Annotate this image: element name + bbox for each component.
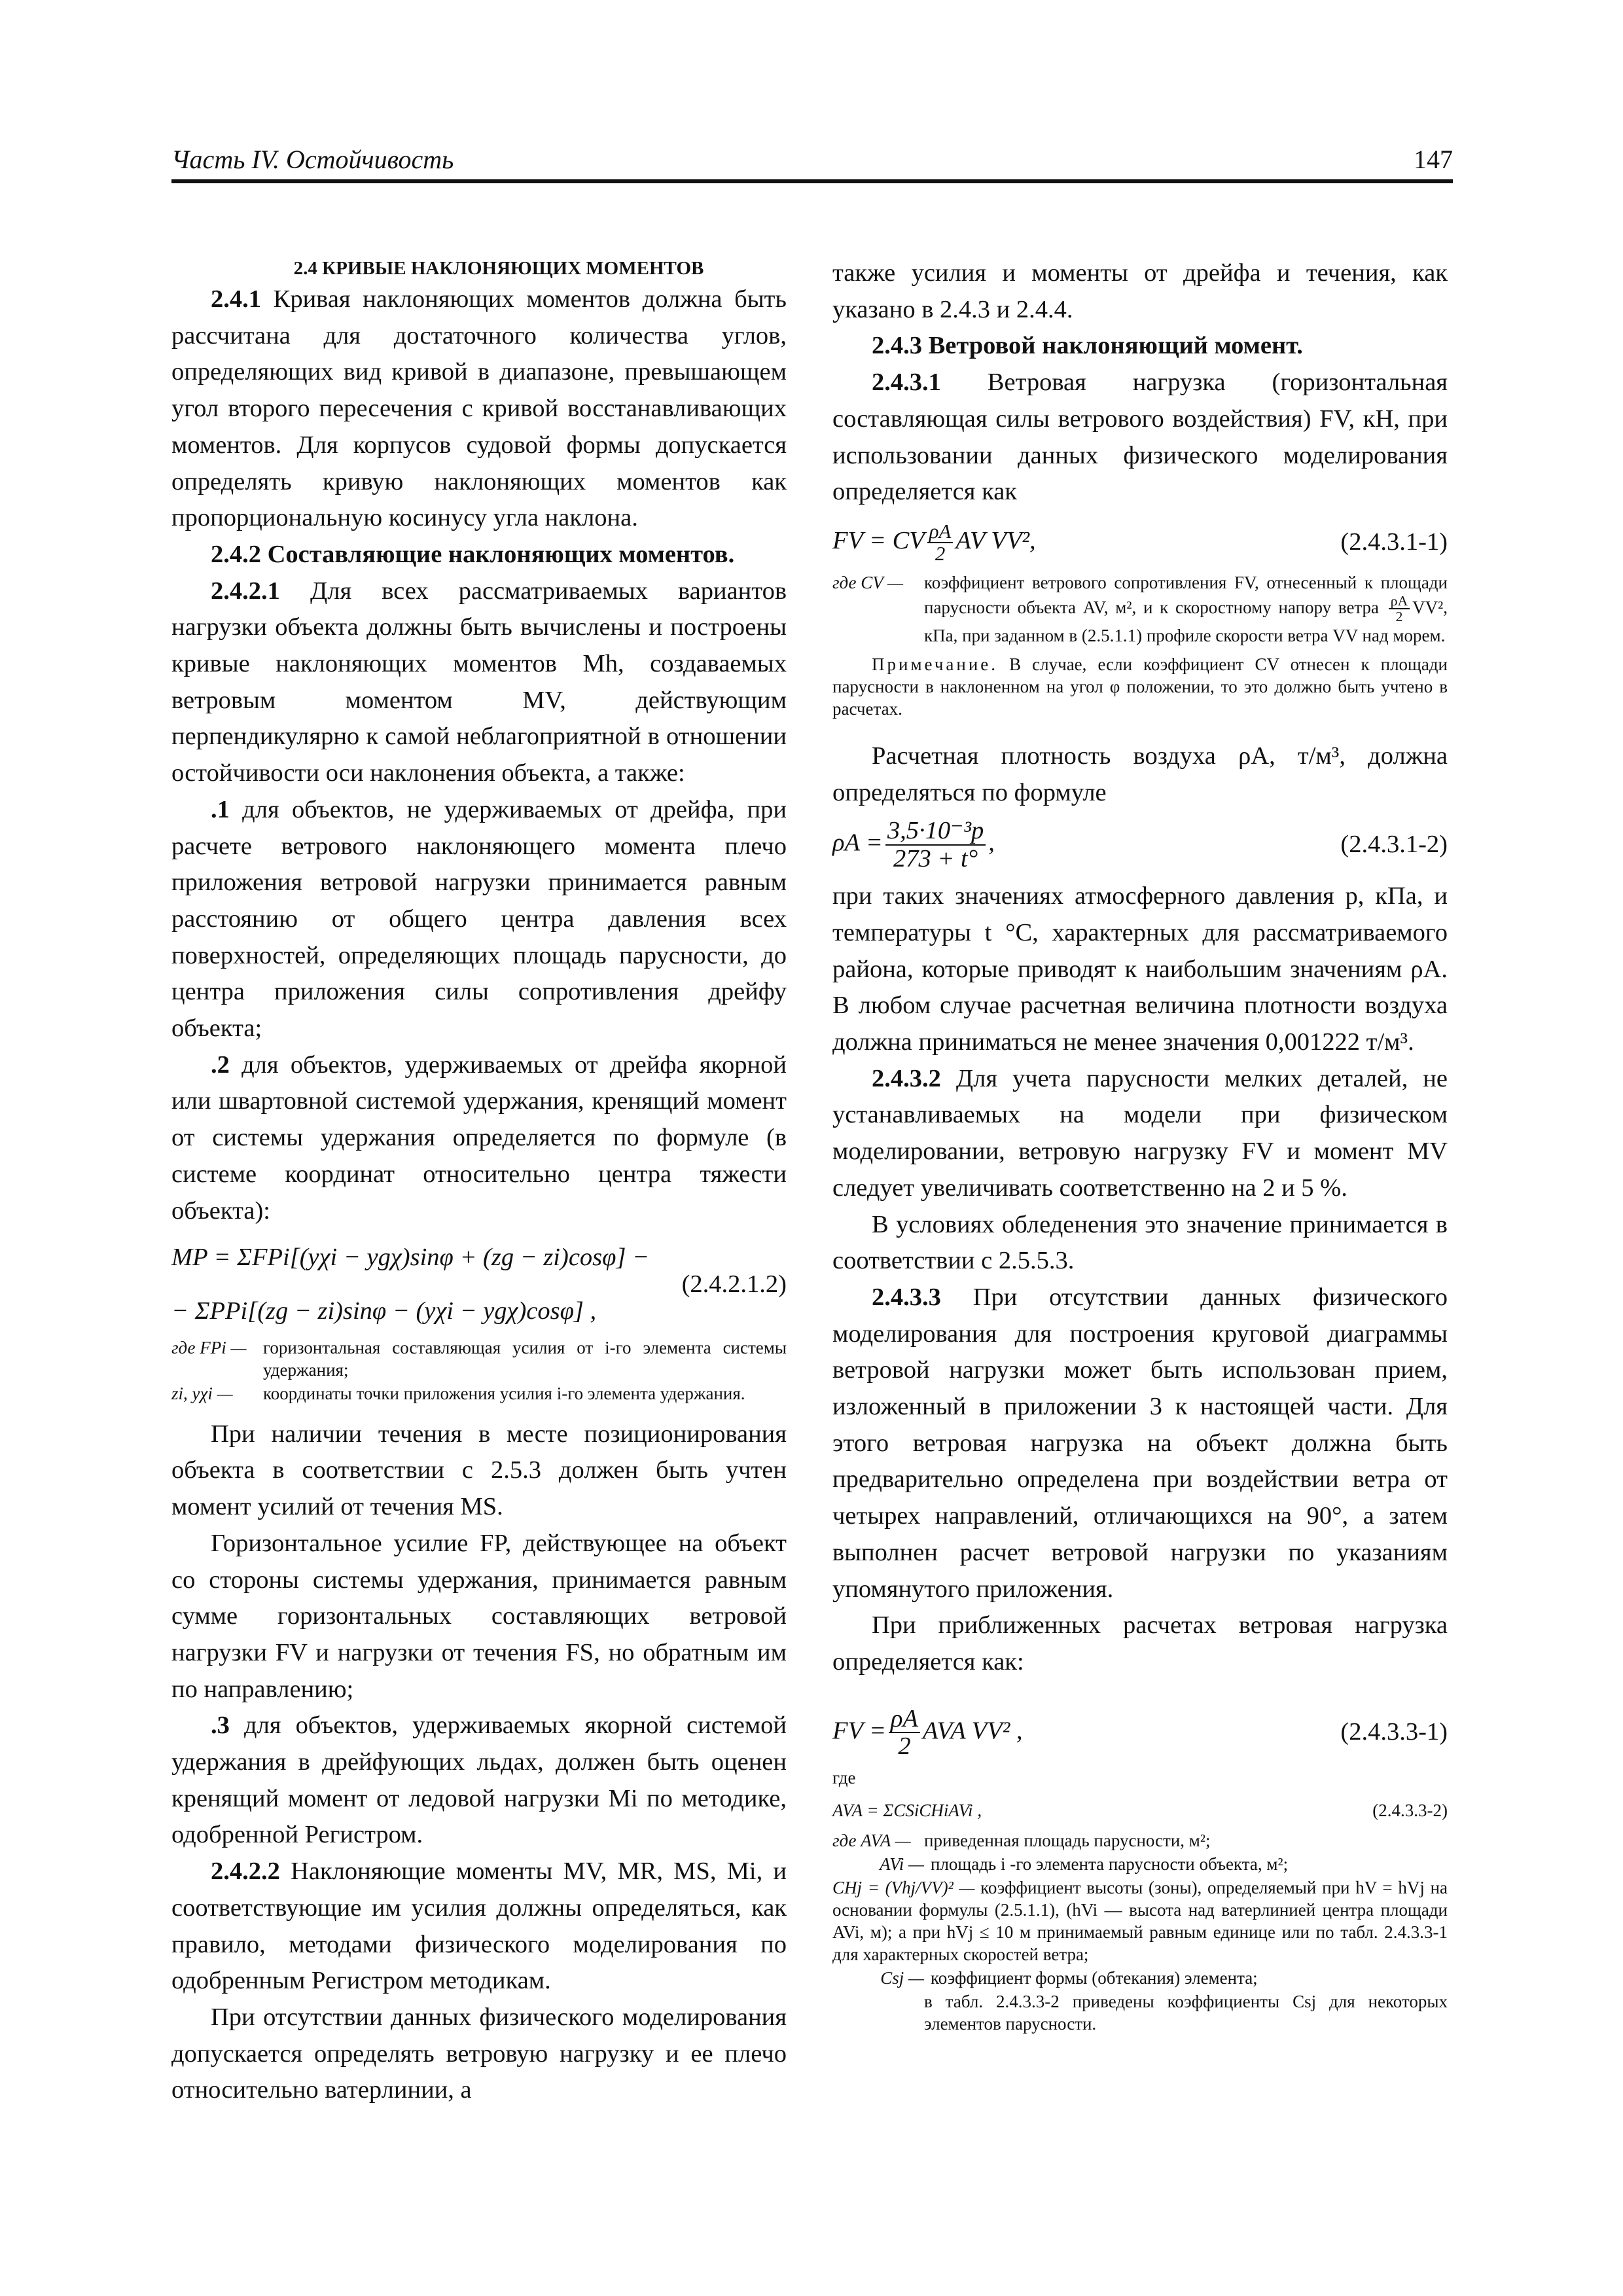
page-header [171, 141, 1453, 183]
formula-2-4-3-3-1 [832, 1706, 1448, 1760]
clause-number: 2.4.2.1 [211, 577, 280, 605]
paragraph-2-4-1 [171, 281, 787, 537]
where-term: CHj = (Vhj/VV)² — [832, 1877, 975, 1897]
where-definition: площадь i -го элемента парусности объекта, м²; [931, 1854, 1289, 1874]
where-term-blank [832, 1990, 924, 2035]
subsection-heading-2-4-2: 2.4.2 Составляющие наклоняющих моментов. [211, 540, 735, 568]
where-term: где FPi — [171, 1337, 247, 1357]
formula-2-4-3-3-2 [832, 1799, 1448, 1821]
running-title: Часть IV. Остойчивость [171, 145, 454, 174]
clause-text: Кривая наклоняющих моментов должна быть рассчитана для достаточного количества углов, определяющих вид кривой в диапазоне, превышающем угол второго пересечения с кривой восстанавливающих моментов. Для корпусов судовой формы допускается определять кривую наклоняющих моментов как пропорциональную косинусу угла наклона. [171, 285, 787, 532]
where-term: zi, yχi — [171, 1383, 233, 1403]
formula-line-1: MP = ΣFPi[(yχi − ygχ)sinφ + (zg − zi)cosφ] − [171, 1244, 650, 1272]
formula-fraction [889, 1706, 920, 1760]
item-number: .2 [211, 1050, 230, 1079]
where-avi [832, 1853, 1448, 1875]
paragraph-values: при таких значениях атмосферного давления p, кПа, и температуры t °C, характерных для рассматриваемого района, которые приводят к наибольшим значениям ρA. В любом случае расчетная величина плотности воздуха должна приниматься не менее значения 0,001222 т/м³. [832, 882, 1448, 1056]
item-text: для объектов, удерживаемых от дрейфа якорной или швартовной системой удержания, кренящий момент от системы удержания определяется по формуле (в системе координат относительно центра тяжести объекта): [171, 1050, 787, 1225]
fraction-numerator: ρA [1389, 594, 1410, 610]
formula-number: (2.4.2.1.2) [681, 1270, 787, 1299]
note-text: В случае, если коэффициент CV отнесен к площади парусности в наклоненном на угол φ положении, то это должно быть учтено в расчетах. [832, 654, 1448, 719]
fraction-numerator: ρA [927, 521, 954, 543]
formula-expression [832, 817, 995, 872]
note-label: Примечание. [872, 654, 999, 674]
formula-number: (2.4.3.1-2) [1340, 830, 1448, 858]
clause-number: 2.4.3.3 [872, 1283, 941, 1311]
where-definition [832, 1876, 1448, 1965]
formula-line-2: − ΣPPi[(zg − zi)sinφ − (yχi − ygχ)cosφ] , [171, 1297, 597, 1325]
formula-number: (2.4.3.1-1) [1340, 528, 1448, 556]
where-term: где CV — [832, 572, 904, 592]
paragraph-absence: При отсутствии данных физического моделирования допускается определять ветровую нагрузку и ее плечо относительно ватерлинии, а [171, 2003, 787, 2104]
fraction-denominator: 2 [898, 1732, 911, 1761]
paragraph-2-4-3-1 [832, 365, 1448, 511]
right-column [832, 255, 1448, 2036]
where-definition-text: коэффициент высоты (зоны), определяемый при hV = hVj на основании формулы (2.5.1.1), (hVi — высота над ватерлинией центра площади AVi, м); а при hVj ≤ 10 м принимаемый равным единице или по табл. 2.4.3.3-1 для характерных скоростей ветра; [832, 1877, 1448, 1964]
formula-fraction [927, 521, 954, 565]
clause-number: 2.4.1 [211, 285, 261, 313]
section-title: 2.4 КРИВЫЕ НАКЛОНЯЮЩИХ МОМЕНТОВ [293, 258, 704, 279]
formula-lhs: ρA = [832, 829, 883, 857]
where-term: Csj — [880, 1967, 924, 1988]
where-term: AVi — [880, 1854, 924, 1874]
page-number: 147 [1414, 145, 1453, 174]
paragraph-2-4-2-2 [171, 1854, 787, 2000]
where-chj [832, 1876, 1448, 1965]
clause-text: Наклоняющие моменты MV, MR, MS, Mi, и соответствующие им усилия должны определяться, как правило, методами физического моделирования по одобренным Регистром методикам. [171, 1857, 787, 1995]
paragraph-horizontal-force: Горизонтальное усилие FP, действующее на объект со стороны системы удержания, принимается равным сумме горизонтальных составляющих ветровой нагрузки FV и нагрузки от течения FS, но обратным им по направлению; [171, 1529, 787, 1703]
formula-number: (2.4.3.3-2) [1372, 1800, 1448, 1820]
item-number: .1 [211, 795, 230, 823]
inline-fraction [1389, 594, 1410, 624]
list-item-2 [171, 1047, 787, 1230]
paragraph-current: При наличии течения в месте позиционирования объекта в соответствии с 2.5.3 должен быть учтен момент усилий от течения MS. [171, 1420, 787, 1521]
where-definition-a: коэффициент ветрового сопротивления FV, отнесенный к площади парусности объекта AV, м², и к скоростному напору ветра [924, 572, 1448, 617]
formula-2-4-3-1-1 [832, 521, 1448, 565]
clause-number: 2.4.3.1 [872, 368, 941, 397]
formula-lhs: FV = [832, 1716, 886, 1744]
where-zi [171, 1382, 787, 1405]
formula-lhs: FV = CV [832, 527, 925, 555]
list-item-3 [171, 1708, 787, 1854]
subsection-heading-2-4-3: 2.4.3 Ветровой наклоняющий момент. [872, 332, 1303, 360]
clause-text: Ветровая нагрузка (горизонтальная составляющая силы ветрового воздействия) FV, кН, при использовании данных физического моделирования определяется как [832, 368, 1448, 506]
item-text: для объектов, удерживаемых якорной системой удержания в дрейфующих льдах, должен быть оценен кренящий момент от ледовой нагрузки Mi по методике, одобренной Регистром. [171, 1712, 787, 1849]
formula-expression: AVA = ΣCSiCHiAVi , [832, 1800, 982, 1820]
fraction-denominator: 273 + t° [893, 844, 978, 872]
item-number: .3 [211, 1712, 230, 1740]
formula-expression [832, 521, 1036, 565]
clause-number: 2.4.3.2 [872, 1064, 941, 1092]
where-definition: приведенная площадь парусности, м²; [924, 1830, 1211, 1850]
paragraph-2-4-2-1 [171, 573, 787, 792]
fraction-denominator: 2 [935, 543, 946, 565]
clause-text: Для всех рассматриваемых вариантов нагрузки объекта должны быть вычислены и построены кривые наклоняющих моментов Mh, создаваемых ветровым моментом MV, действующим перпендикулярно к самой неблагоприятной в отношении остойчивости оси наклонения объекта, а также: [171, 577, 787, 787]
where-term: где AVA — [832, 1830, 911, 1850]
where-label: где [832, 1767, 856, 1787]
where-definition: коэффициент формы (обтекания) элемента; [931, 1967, 1258, 1988]
where-definition: координаты точки приложения усилия i-го элемента удержания. [263, 1383, 745, 1403]
formula-2-4-3-1-2 [832, 817, 1448, 872]
paragraph-continuation: также усилия и моменты от дрейфа и течения, как указано в 2.4.3 и 2.4.4. [832, 259, 1448, 323]
where-definition [924, 571, 1448, 647]
formula-rhs: AV VV², [955, 527, 1036, 555]
clause-text: Для учета парусности мелких деталей, не устанавливаемых на модели при физическом моделировании, ветровую нагрузку FV и момент MV следует увеличивать соответственно на 2 и 5 %. [832, 1064, 1448, 1202]
fraction-numerator: ρA [889, 1706, 920, 1733]
formula-2-4-2-1-2 [171, 1240, 787, 1329]
paragraph-approximate: При приближенных расчетах ветровая нагрузка определяется как: [832, 1611, 1448, 1676]
formula-fraction [885, 817, 986, 872]
formula-tail: , [988, 829, 995, 857]
clause-text: При отсутствии данных физического моделирования для построения круговой диаграммы ветровой нагрузки может быть использован прием, изложенный в приложении 3 к настоящей части. Для этого ветровая нагрузка на объект должна быть предварительно определена при воздействии ветра от четырех направлений, отличающихся на 90°, а затем выполнен расчет ветровой нагрузки по указаниям упомянутого приложения. [832, 1283, 1448, 1603]
paragraph-2-4-3-2 [832, 1061, 1448, 1207]
where-definition: в табл. 2.4.3.3-2 приведены коэффициенты Csj для некоторых элементов парусности. [924, 1991, 1448, 2034]
left-column [171, 255, 787, 2109]
where-csj [832, 1967, 1448, 1989]
formula-number: (2.4.3.3-1) [1340, 1718, 1448, 1746]
where-ava [832, 1829, 1448, 1852]
where-cv [832, 571, 1448, 647]
fraction-numerator: 3,5·10⁻³p [885, 817, 986, 845]
formula-lines [171, 1240, 649, 1329]
where-fpi [171, 1336, 787, 1381]
formula-expression [832, 1706, 1023, 1760]
fraction-denominator: 2 [1395, 609, 1403, 625]
paragraph-2-4-3-3 [832, 1280, 1448, 1607]
list-item-1 [171, 792, 787, 1047]
where-definition-b: VV², кПа, при заданном в (2.5.1.1) профиле скорости ветра VV над морем. [924, 597, 1448, 645]
where-table-ref [832, 1990, 1448, 2035]
item-text: для объектов, не удерживаемых от дрейфа, при расчете ветрового наклоняющего момента плечо приложения ветровой нагрузки принимается равным расстоянию от общего центра давления всех поверхностей, определяющих площадь парусности, до центра приложения силы сопротивления дрейфу объекта; [171, 795, 787, 1043]
where-definition: горизонтальная составляющая усилия от i-го элемента системы удержания; [263, 1337, 787, 1380]
clause-number: 2.4.2.2 [211, 1857, 280, 1886]
formula-rhs: AVA VV² , [922, 1716, 1023, 1744]
note [832, 653, 1448, 720]
paragraph-icing: В условиях обледенения это значение принимается в соответствии с 2.5.5.3. [832, 1210, 1448, 1275]
paragraph-air-density: Расчетная плотность воздуха ρA, т/м³, должна определяться по формуле [832, 742, 1448, 806]
